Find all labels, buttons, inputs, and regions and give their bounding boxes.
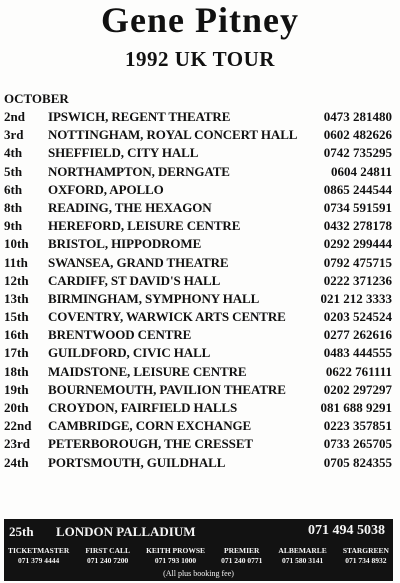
date-phone: 0432 278178	[323, 218, 392, 234]
date-day: 18th	[4, 363, 29, 379]
date-venue: HEREFORD, LEISURE CENTRE	[48, 218, 241, 234]
tour-dates-list	[4, 108, 396, 472]
date-phone: 0473 281480	[323, 109, 392, 124]
tour-date-row	[4, 199, 396, 217]
date-venue: NORTHAMPTON, DERNGATE	[48, 163, 230, 179]
tour-date-row	[4, 144, 396, 162]
tour-date-row	[4, 235, 396, 253]
tour-date-row	[4, 254, 396, 272]
date-venue: CROYDON, FAIRFIELD HALLS	[48, 400, 238, 415]
date-day: 24th	[4, 454, 29, 470]
london-palladium-banner	[4, 519, 393, 581]
tour-date-row	[4, 181, 396, 199]
date-day: 16th	[4, 327, 29, 343]
date-day: 20th	[4, 400, 29, 415]
tour-date-row	[4, 363, 396, 381]
tour-date-row	[4, 381, 396, 399]
date-phone: 0223 357851	[323, 418, 392, 434]
agency-albemarle	[278, 546, 326, 566]
agency-ticketmaster	[8, 546, 69, 566]
agency-name: KEITH PROWSE	[146, 546, 206, 555]
date-day: 17th	[4, 345, 29, 361]
date-phone: 0203 524524	[323, 309, 392, 325]
date-phone: 0277 262616	[323, 327, 392, 343]
date-phone: 0604 24811	[330, 163, 392, 179]
date-venue: PETERBOROUGH, THE CRESSET	[48, 436, 253, 452]
agency-phone: 071 240 7200	[87, 556, 129, 565]
date-phone: 081 688 9291	[320, 400, 392, 415]
date-day: 9th	[4, 218, 23, 234]
tour-date-row	[4, 417, 396, 435]
date-phone: 0734 591591	[323, 199, 392, 215]
date-venue: BRISTOL, HIPPODROME	[48, 236, 202, 252]
tour-date-row	[4, 435, 396, 453]
date-venue: COVENTRY, WARWICK ARTS CENTRE	[48, 309, 286, 325]
date-phone: 0622 761111	[325, 363, 392, 379]
agency-phone: 071 734 8932	[345, 556, 387, 565]
date-phone: 0483 444555	[323, 345, 392, 361]
date-venue: SWANSEA, GRAND THEATRE	[48, 254, 229, 270]
tour-date-row	[4, 308, 396, 326]
tour-date-row	[4, 163, 396, 181]
date-venue: NOTTINGHAM, ROYAL CONCERT HALL	[48, 127, 298, 143]
tour-date-row	[4, 344, 396, 362]
tour-date-row	[4, 326, 396, 344]
banner-date: 25th	[9, 524, 34, 539]
date-day: 13th	[4, 290, 29, 306]
date-phone: 0742 735295	[323, 145, 392, 161]
date-phone: 0865 244544	[323, 181, 392, 197]
agency-name: FIRST CALL	[85, 546, 130, 555]
date-day: 10th	[4, 236, 29, 252]
date-day: 12th	[4, 272, 29, 288]
tour-date-row	[4, 108, 396, 126]
date-phone: 021 212 3333	[320, 290, 392, 306]
date-day: 23rd	[4, 436, 30, 452]
date-day: 6th	[4, 181, 23, 197]
date-phone: 0222 371236	[323, 272, 392, 288]
booking-agencies	[8, 546, 389, 566]
tour-date-row	[4, 290, 396, 308]
date-venue: BOURNEMOUTH, PAVILION THEATRE	[48, 381, 286, 397]
date-day: 8th	[4, 199, 23, 215]
banner-venue: LONDON PALLADIUM	[56, 524, 196, 539]
banner-phone: 071 494 5038	[308, 523, 385, 538]
booking-fee-note: (All plus booking fee)	[163, 569, 234, 578]
date-day: 3rd	[4, 127, 24, 143]
agency-name: TICKETMASTER	[8, 546, 70, 555]
date-day: 4th	[4, 145, 23, 161]
date-phone: 0733 265705	[323, 436, 392, 452]
tour-date-row	[4, 454, 396, 472]
date-day: 5th	[4, 163, 23, 179]
agency-stargreen	[343, 546, 389, 566]
date-venue: OXFORD, APOLLO	[48, 181, 164, 197]
poster-subtitle: 1992 UK TOUR	[125, 47, 275, 71]
agency-phone: 071 379 4444	[18, 556, 60, 565]
date-venue: PORTSMOUTH, GUILDHALL	[48, 454, 226, 470]
agency-name: STARGREEN	[342, 546, 389, 555]
date-phone: 0602 482626	[323, 127, 392, 143]
date-venue: READING, THE HEXAGON	[48, 199, 212, 215]
date-venue: BIRMINGHAM, SYMPHONY HALL	[48, 290, 260, 306]
tour-date-row	[4, 399, 396, 417]
date-venue: IPSWICH, REGENT THEATRE	[48, 109, 231, 124]
agency-phone: 071 793 1000	[154, 556, 197, 565]
date-day: 19th	[4, 381, 29, 397]
date-phone: 0292 299444	[323, 236, 392, 252]
tour-date-row	[4, 217, 396, 235]
agency-premier	[221, 546, 262, 566]
date-phone: 0202 297297	[323, 381, 392, 397]
date-venue: CARDIFF, ST DAVID'S HALL	[48, 272, 221, 288]
tour-date-row	[4, 126, 396, 144]
tour-date-row	[4, 272, 396, 290]
poster-title: Gene Pitney	[101, 0, 299, 40]
date-day: 22nd	[4, 418, 32, 434]
agency-phone: 071 580 3141	[281, 556, 324, 565]
agency-first-call	[85, 546, 130, 566]
month-heading: OCTOBER	[4, 91, 69, 106]
date-day: 15th	[4, 309, 29, 325]
date-phone: 0792 475715	[323, 254, 392, 270]
date-venue: GUILDFORD, CIVIC HALL	[48, 345, 211, 361]
agency-name: PREMIER	[224, 546, 260, 555]
date-venue: CAMBRIDGE, CORN EXCHANGE	[48, 418, 252, 434]
date-venue: BRENTWOOD CENTRE	[48, 327, 192, 343]
date-venue: MAIDSTONE, LEISURE CENTRE	[48, 363, 247, 379]
date-day: 2nd	[4, 109, 25, 124]
date-venue: SHEFFIELD, CITY HALL	[48, 145, 199, 161]
agency-phone: 071 240 0771	[221, 556, 263, 565]
date-phone: 0705 824355	[323, 454, 392, 470]
agency-keith-prowse	[146, 546, 205, 566]
agency-name: ALBEMARLE	[278, 546, 327, 555]
date-day: 11th	[4, 254, 28, 270]
